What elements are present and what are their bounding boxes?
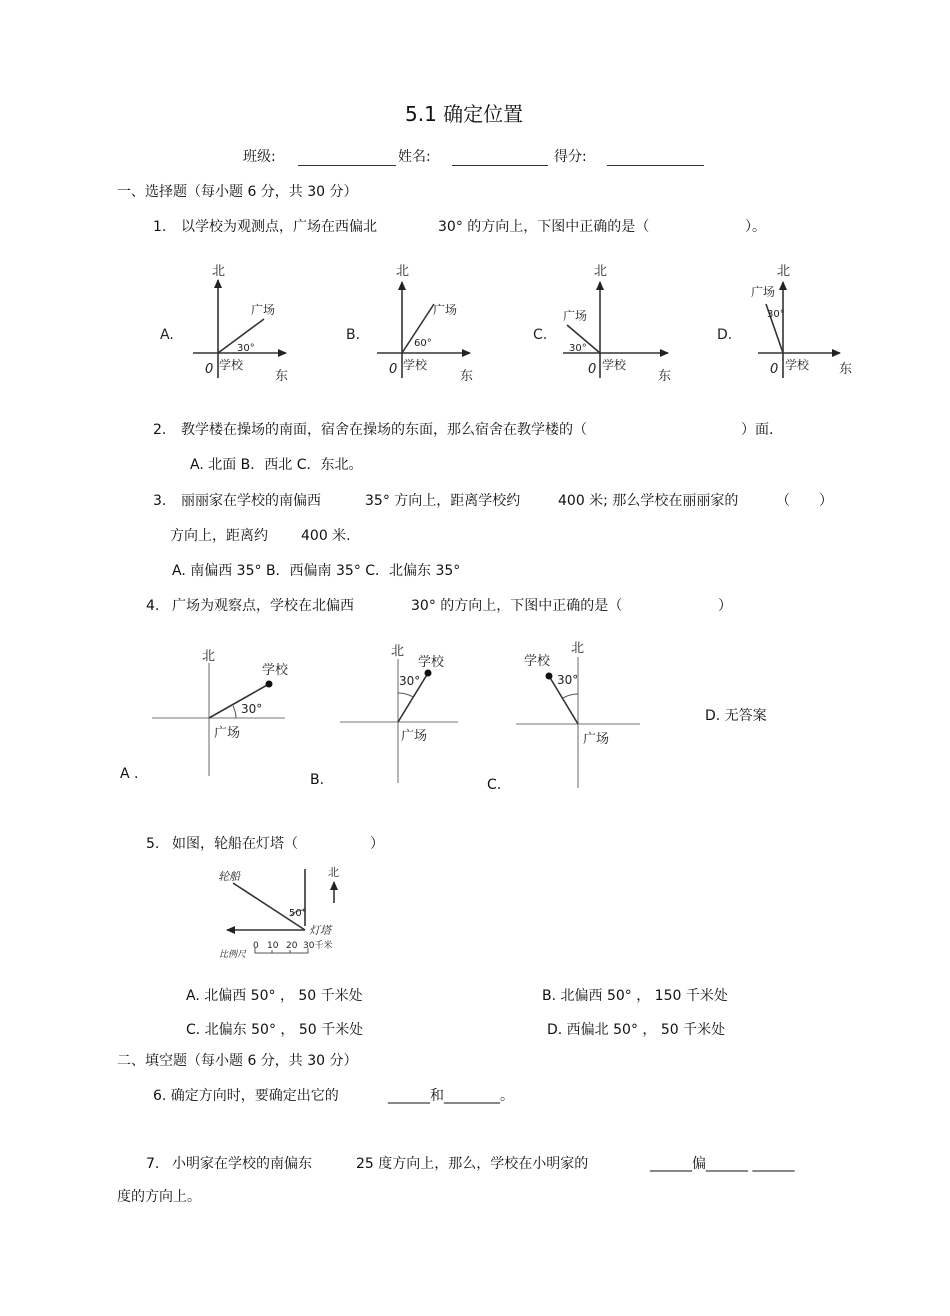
- question-text: 35° 方向上，距离学校约: [365, 493, 521, 509]
- question-text: 丽丽家在学校的南偏西: [181, 493, 321, 509]
- north-label: 北: [202, 649, 216, 664]
- east-label: 东: [658, 369, 672, 384]
- scale-tick-label: 10: [267, 941, 279, 951]
- square-label: 广场: [214, 726, 241, 741]
- lighthouse-label: 灯塔: [309, 924, 331, 937]
- question-text: 教学楼在操场的南面，宿舍在操场的东面，那么宿舍在教学楼的（: [181, 422, 587, 438]
- question-number: 3.: [153, 493, 167, 509]
- q4-option-a-label[interactable]: A .: [120, 766, 139, 782]
- square-label: 广场: [563, 309, 588, 323]
- option-label: A.: [160, 327, 174, 343]
- north-label: 北: [328, 866, 339, 879]
- q4-option-b-label[interactable]: B.: [310, 772, 325, 788]
- scale-tick-label: 0: [253, 941, 259, 951]
- scale-bar: [255, 948, 308, 953]
- question-text: ）面.: [741, 422, 774, 438]
- question-options: A. 北面 B．西北 C．东北。: [190, 457, 363, 473]
- origin-label: 0: [389, 362, 398, 377]
- angle-label: 30°: [569, 343, 587, 354]
- question-text: 30° 的方向上，下图中正确的是（: [411, 598, 623, 614]
- origin-label: 0: [588, 362, 597, 377]
- angle-label: 50°: [289, 908, 307, 919]
- question-text: 以学校为观测点，广场在西偏北: [181, 219, 377, 235]
- question-number: 7.: [146, 1156, 160, 1172]
- q5-option-c[interactable]: C. 北偏东 50° ， 50 千米处: [186, 1022, 364, 1038]
- question-text: 度的方向上。: [117, 1189, 201, 1205]
- question-text: （: [776, 493, 790, 509]
- scale-tick-label: 20: [286, 941, 298, 951]
- angle-label: 30°: [557, 673, 579, 687]
- question-number: 1.: [153, 219, 167, 235]
- q4-option-d-label[interactable]: D. 无答案: [705, 708, 767, 724]
- north-label: 北: [777, 264, 791, 279]
- question-options: A. 南偏西 35° B．西偏南 35° C．北偏东 35°: [172, 563, 461, 579]
- question-text: ）: [718, 598, 732, 614]
- angle-label: 30°: [767, 309, 785, 320]
- option-label: D.: [717, 327, 733, 343]
- scale-label: 比例尺: [219, 950, 247, 960]
- q5-option-a[interactable]: A. 北偏西 50° ， 50 千米处: [186, 988, 363, 1004]
- class-label: 班级:: [243, 149, 276, 165]
- school-label: 学校: [418, 655, 445, 670]
- question-text: 6. 确定方向时，要确定出它的: [153, 1088, 339, 1104]
- q5-option-b[interactable]: B. 北偏西 50° ， 150 千米处: [542, 988, 728, 1004]
- square-label: 广场: [251, 303, 276, 317]
- question-text: 25 度方向上，那么，学校在小明家的: [356, 1156, 589, 1172]
- option-label: B.: [346, 327, 361, 343]
- square-label: 广场: [433, 303, 458, 317]
- question-text: ）。: [745, 219, 766, 235]
- q5-option-d[interactable]: D. 西偏北 50° ， 50 千米处: [547, 1022, 726, 1038]
- page-title: 5.1 确定位置: [405, 102, 524, 126]
- school-label: 学校: [219, 358, 244, 372]
- section-heading: 二、填空题（每小题 6 分，共 30 分）: [117, 1053, 358, 1069]
- question-text: 如图，轮船在灯塔（: [172, 836, 298, 852]
- angle-label: 30°: [241, 702, 263, 716]
- scale-tick-label: 30千米: [303, 941, 333, 951]
- north-label: 北: [571, 641, 585, 656]
- school-label: 学校: [524, 654, 551, 669]
- angle-label: 30°: [237, 343, 255, 354]
- question-number: 2.: [153, 422, 167, 438]
- school-label: 学校: [262, 663, 289, 678]
- question-number: 4.: [146, 598, 160, 614]
- school-label: 学校: [785, 358, 810, 372]
- angle-label: 30°: [399, 674, 421, 688]
- square-label: 广场: [751, 285, 776, 299]
- school-label: 学校: [403, 358, 428, 372]
- angle-label: 60°: [414, 338, 432, 349]
- question-text: 广场为观察点，学校在北偏西: [172, 598, 354, 614]
- north-label: 北: [396, 264, 410, 279]
- north-label: 北: [594, 264, 608, 279]
- square-label: 广场: [401, 729, 428, 744]
- q4-option-c-label[interactable]: C.: [487, 777, 502, 793]
- question-text: 小明家在学校的南偏东: [172, 1156, 312, 1172]
- score-label: 得分:: [554, 149, 587, 165]
- origin-label: 0: [205, 362, 214, 377]
- school-label: 学校: [602, 358, 627, 372]
- blank-fill[interactable]: ______和________。: [388, 1088, 514, 1104]
- east-label: 东: [460, 369, 474, 384]
- question-text: ）: [370, 836, 384, 852]
- section-heading: 一、选择题（每小题 6 分，共 30 分）: [117, 184, 358, 200]
- north-label: 北: [391, 644, 405, 659]
- ship-ray: [233, 883, 305, 930]
- east-label: 东: [839, 362, 853, 377]
- question-text: 400 米.: [301, 528, 351, 544]
- question-text: 方向上，距离约: [170, 528, 268, 544]
- north-label: 北: [212, 264, 226, 279]
- blank-fill[interactable]: ______偏______ ______: [650, 1156, 795, 1172]
- option-label: C.: [533, 327, 548, 343]
- east-label: 东: [275, 369, 289, 384]
- ship-label: 轮船: [218, 870, 240, 883]
- question-number: 5.: [146, 836, 160, 852]
- question-text: ）: [819, 493, 833, 509]
- question-text: 400 米; 那么学校在丽丽家的: [558, 493, 739, 509]
- question-text: 30° 的方向上，下图中正确的是（: [438, 219, 650, 235]
- square-label: 广场: [583, 732, 610, 747]
- origin-label: 0: [770, 362, 779, 377]
- name-label: 姓名:: [398, 149, 431, 165]
